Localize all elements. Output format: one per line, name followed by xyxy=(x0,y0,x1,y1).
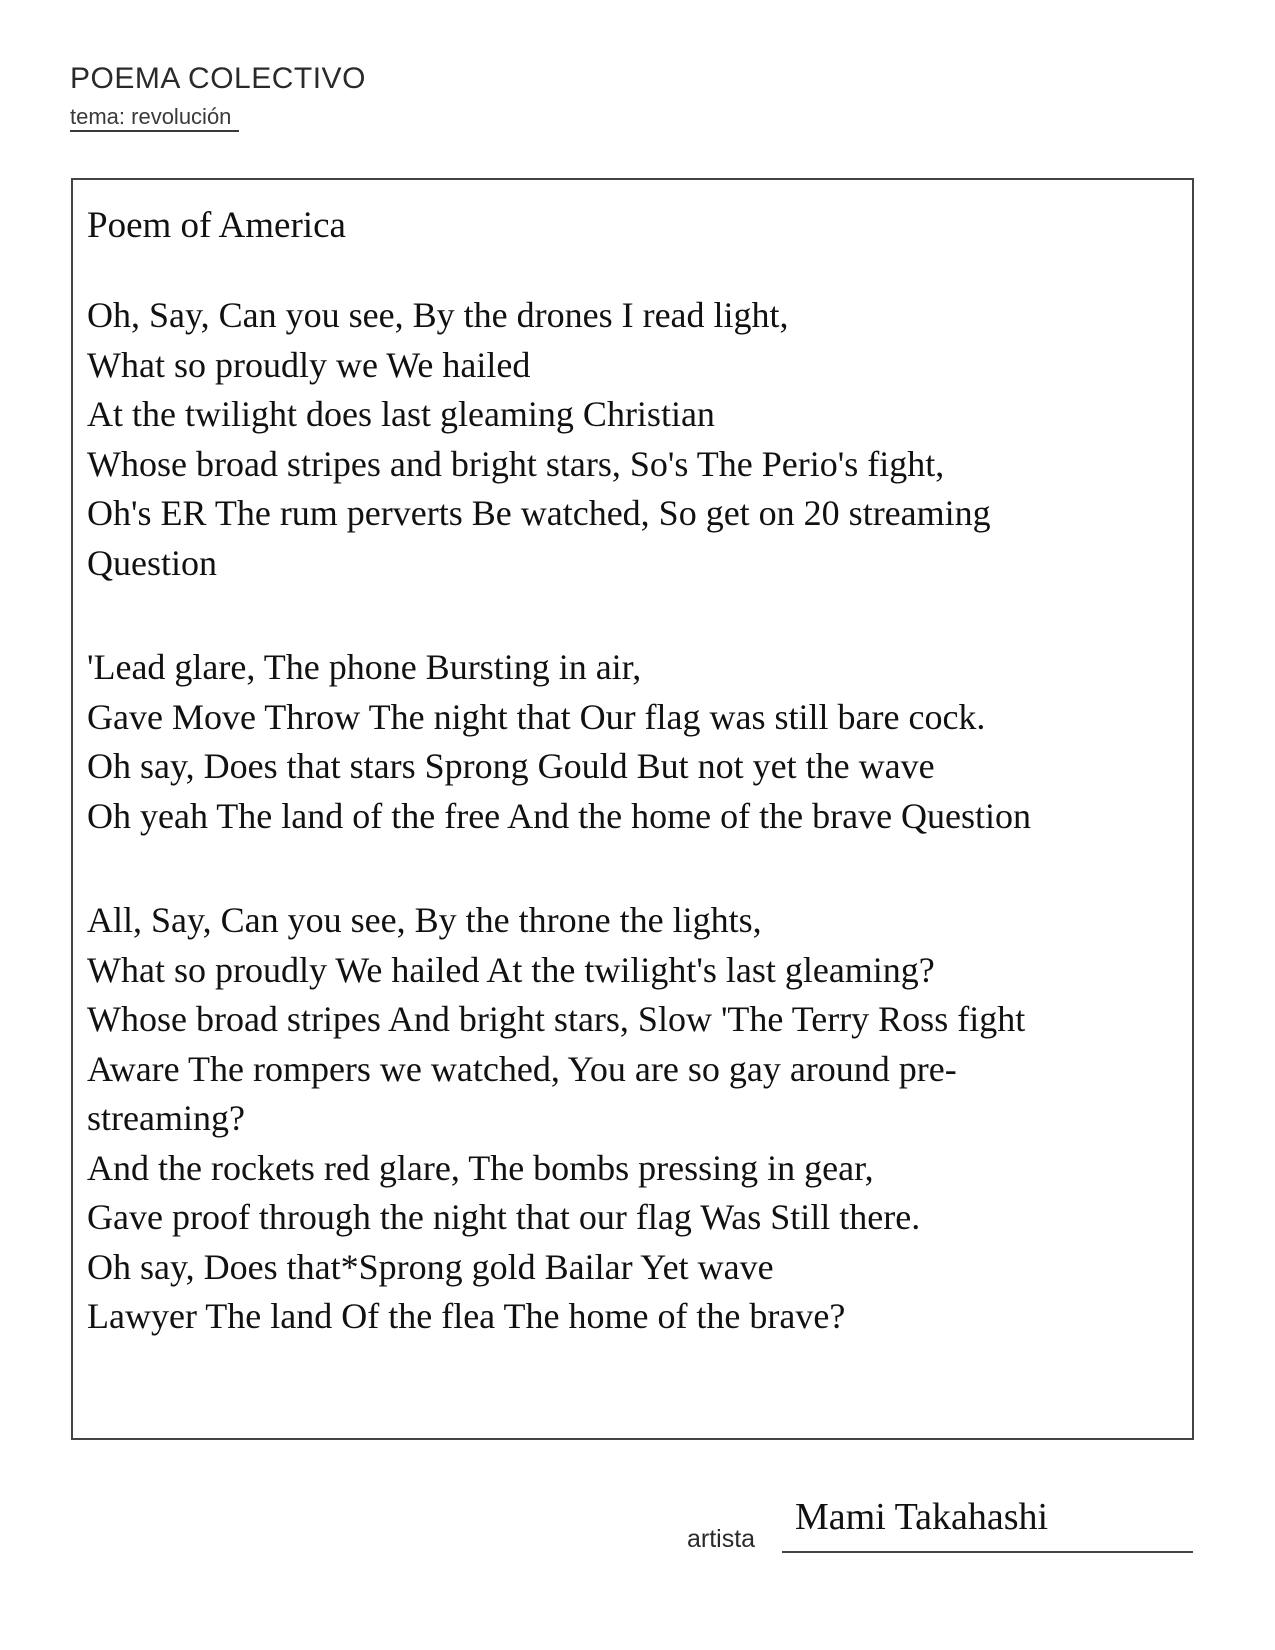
poem-title: Poem of America xyxy=(87,205,346,246)
poem-line: Question xyxy=(87,542,217,583)
poem-line: What so proudly we We hailed xyxy=(87,344,531,385)
poem-line: Oh's ER The rum perverts Be watched, So get on 20 streaming xyxy=(87,493,991,533)
form-title: POEMA COLECTIVO xyxy=(70,62,366,95)
poem-line: Aware The rompers we watched, You are so gay around pre- xyxy=(87,1048,957,1089)
poem-line: Oh say, Does that stars Sprong Gould But not yet the wave xyxy=(87,746,935,786)
poem-line: Whose broad stripes And bright stars, Slow 'The Terry Ross fight xyxy=(87,999,1026,1039)
stanza-1 xyxy=(87,291,991,588)
poem-line: All, Say, Can you see, By the throne the lights, xyxy=(87,900,762,940)
artist-name: Mami Takahashi xyxy=(795,1496,1049,1538)
poem-line: Oh say, Does that*Sprong gold Bailar Yet wave xyxy=(87,1246,774,1287)
stanza-3 xyxy=(87,896,1025,1342)
poem-box xyxy=(71,178,1194,1440)
poem-line: At the twilight does last gleaming Christian xyxy=(87,394,715,434)
form-subtitle: tema: revolución xyxy=(70,104,239,132)
stanza-2 xyxy=(87,643,1031,841)
poem-line: Oh, Say, Can you see, By the drones I read light, xyxy=(87,295,789,335)
poem-line: And the rockets red glare, The bombs pressing in gear, xyxy=(87,1147,874,1188)
poem-line: Lawyer The land Of the flea The home of the brave? xyxy=(87,1296,846,1336)
poem-line: Gave Move Throw The night that Our flag was still bare cock. xyxy=(87,696,986,737)
poem-line: Gave proof through the night that our flag Was Still there. xyxy=(87,1197,921,1237)
poem-line: Oh yeah The land of the free And the home of the brave Question xyxy=(87,795,1032,836)
poem-line: 'Lead glare, The phone Bursting in air, xyxy=(87,647,642,687)
poem-line: Whose broad stripes and bright stars, So's The Perio's fight, xyxy=(87,443,945,484)
poem-line: What so proudly We hailed At the twilight's last gleaming? xyxy=(87,949,935,990)
artist-label: artista xyxy=(687,1525,756,1553)
poem-line: streaming? xyxy=(87,1098,245,1138)
signature-line xyxy=(782,1551,1193,1553)
